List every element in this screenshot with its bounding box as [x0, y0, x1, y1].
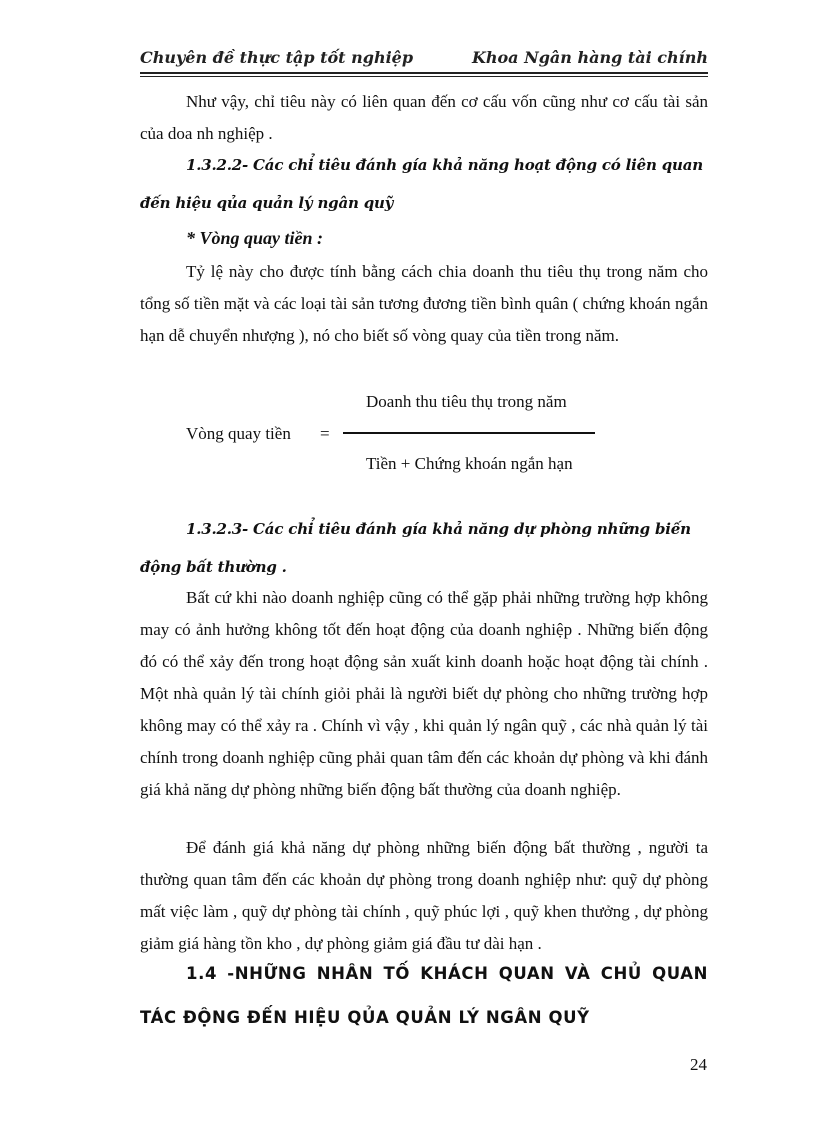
header-divider-thin	[140, 76, 708, 77]
header-right-title: Khoa Ngân hàng tài chính	[471, 48, 708, 67]
header-divider	[140, 72, 708, 74]
ratio-paragraph: Tỷ lệ này cho được tính bằng cách chia doanh thu tiêu thụ trong năm cho tổng số tiền mặt và các loại tài sản tương đương tiền bình quân ( chứng khoán ngắn hạn dễ chuyển nhượng ), nó cho biết số vòng quay của tiền trong năm.	[140, 262, 708, 345]
heading-1-3-2-3: 1.3.2.3- Các chỉ tiêu đánh gía khả năng dự phòng những biến động bất thường .	[140, 520, 691, 576]
formula-fraction-bar	[343, 432, 595, 434]
intro-paragraph: Như vậy, chỉ tiêu này có liên quan đến cơ cấu vốn cũng như cơ cấu tài sản của doa nh nghiệp .	[140, 92, 708, 143]
page-header	[140, 48, 708, 72]
reserve-funds-paragraph: Để đánh giá khả năng dự phòng những biến động bất thường , người ta thường quan tâm đến các khoản dự phòng trong doanh nghiệp như: quỹ dự phòng mất việc làm , quỹ dự phòng tài chính , quỹ phúc lợi , quỹ khen thưởng , dự phòng giảm giá hàng tồn kho , dự phòng giảm giá đầu tư dài hạn .	[140, 838, 708, 953]
page-number: 24	[690, 1055, 707, 1074]
formula-numerator: Doanh thu tiêu thụ trong năm	[366, 392, 567, 411]
formula-equals: =	[320, 424, 330, 443]
formula-label: Vòng quay tiền	[186, 424, 291, 443]
formula-denominator: Tiền + Chứng khoán ngắn hạn	[366, 454, 573, 473]
subheading-vong-quay-tien: * Vòng quay tiền :	[186, 228, 324, 248]
section-heading-1-4: 1.4 -NHỮNG NHÂN TỐ KHÁCH QUAN VÀ CHỦ QUAN TÁC ĐỘNG ĐẾN HIỆU QỦA QUẢN LÝ NGÂN QUỸ	[140, 964, 708, 1027]
header-left-title: Chuyên đề thực tập tốt nghiệp	[140, 48, 414, 67]
heading-1-3-2-2: 1.3.2.2- Các chỉ tiêu đánh gía khả năng hoạt động có liên quan đến hiệu qủa quản lý ngân quỹ	[140, 156, 703, 212]
contingency-paragraph: Bất cứ khi nào doanh nghiệp cũng có thể gặp phải những trường hợp không may có ảnh hưởng không tốt đến hoạt động của doanh nghiệp . Những biến động đó có thể xảy đến trong hoạt động sản xuất kinh doanh hoặc hoạt động tài chính . Một nhà quản lý tài chính giỏi phải là người biết dự phòng cho những trường hợp không may có thể xảy ra . Chính vì vậy , khi quản lý ngân quỹ , các nhà quản lý tài chính trong doanh nghiệp cũng phải quan tâm đến các khoản dự phòng và khi đánh giá khả năng dự phòng những biến động bất thường của doanh nghiệp.	[140, 588, 708, 799]
